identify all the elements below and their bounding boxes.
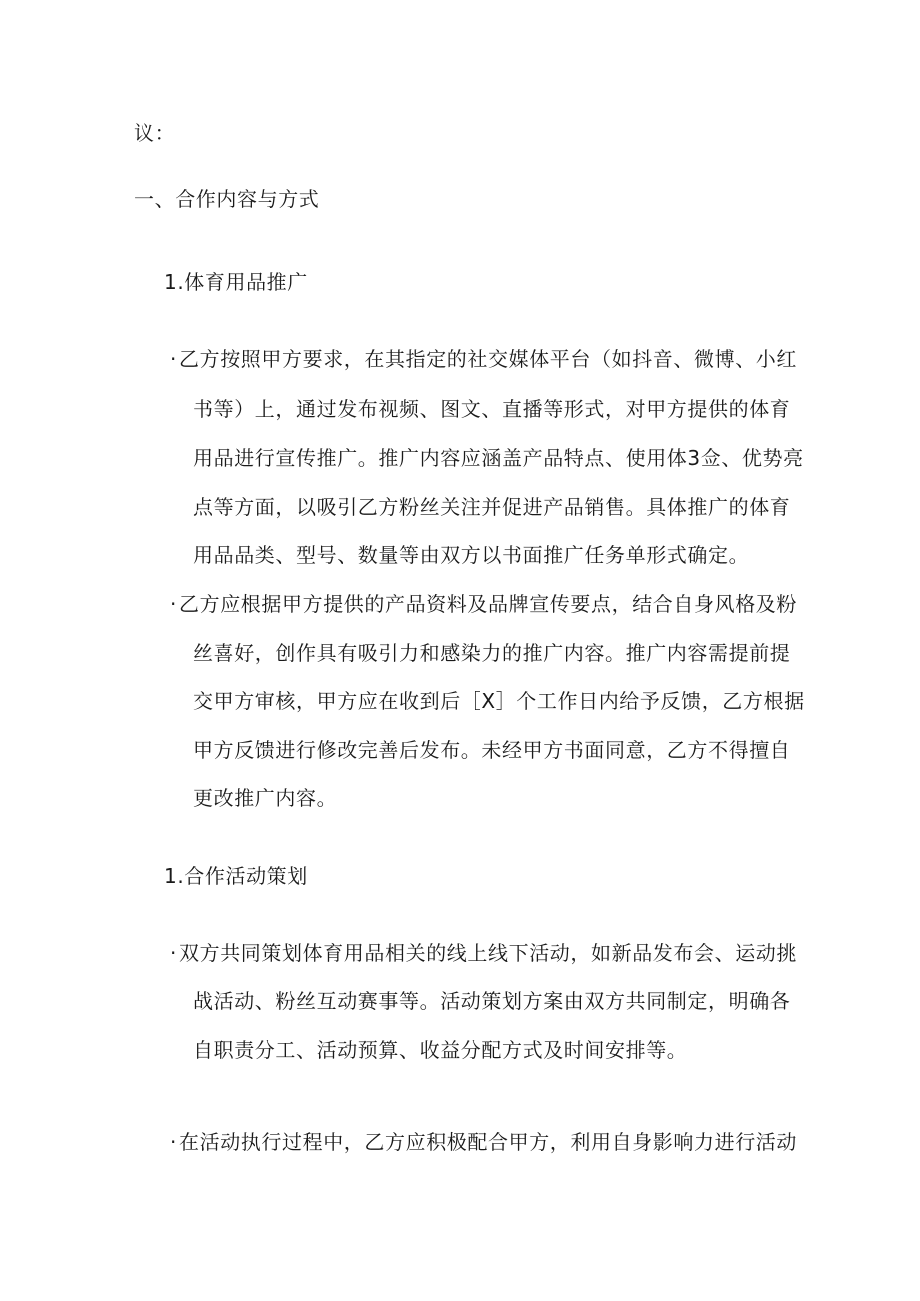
paragraph-line: 书等）上，通过发布视频、图文、直播等形式，对甲方提供的体育 <box>193 397 791 421</box>
paragraph-line: 交甲方审核，甲方应在收到后［X］个工作日内给予反馈，乙方根据 <box>193 689 805 713</box>
paragraph-line: 乙方应根据甲方提供的产品资料及品牌宣传要点，结合自身风格及粉 <box>179 592 797 616</box>
paragraph-line: 丝喜好，创作具有吸引力和感染力的推广内容。推广内容需提前提 <box>193 641 791 665</box>
paragraph-line: 自职责分工、活动预算、收益分配方式及时间安排等。 <box>193 1038 688 1062</box>
paragraph-line: 乙方按照甲方要求，在其指定的社交媒体平台（如抖音、微博、小红 <box>179 347 797 371</box>
paragraph-line: 甲方反馈进行修改完善后发布。未经甲方书面同意，乙方不得擅自 <box>193 738 791 762</box>
paragraph-line: 用品品类、型号、数量等由双方以书面推广任务单形式确定。 <box>193 543 750 567</box>
paragraph-line: 战活动、粉丝互动赛事等。活动策划方案由双方共同制定，明确各 <box>193 989 791 1013</box>
bullet-marker: · <box>170 347 177 371</box>
section-heading: 一、合作内容与方式 <box>134 187 320 211</box>
paragraph-line: 用品进行宣传推广。推广内容应涵盖产品特点、使用体3佥、优势亮 <box>193 446 804 470</box>
subsection-heading-activity: 1.合作活动策划 <box>164 864 308 888</box>
bullet-marker: · <box>170 1130 177 1154</box>
paragraph-line: 双方共同策划体育用品相关的线上线下活动，如新品发布会、运动挑 <box>179 941 797 965</box>
paragraph-line: 更改推广内容。 <box>193 786 338 810</box>
paragraph-line: 点等方面，以吸引乙方粉丝关注并促进产品销售。具体推广的体育 <box>193 495 791 519</box>
subsection-heading-promotion: 1.体育用品推广 <box>164 270 308 294</box>
bullet-marker: · <box>170 592 177 616</box>
title-fragment: 议： <box>134 121 176 145</box>
paragraph-line: 在活动执行过程中，乙方应积极配合甲方，利用自身影响力进行活动 <box>179 1130 797 1154</box>
bullet-marker: · <box>170 941 177 965</box>
